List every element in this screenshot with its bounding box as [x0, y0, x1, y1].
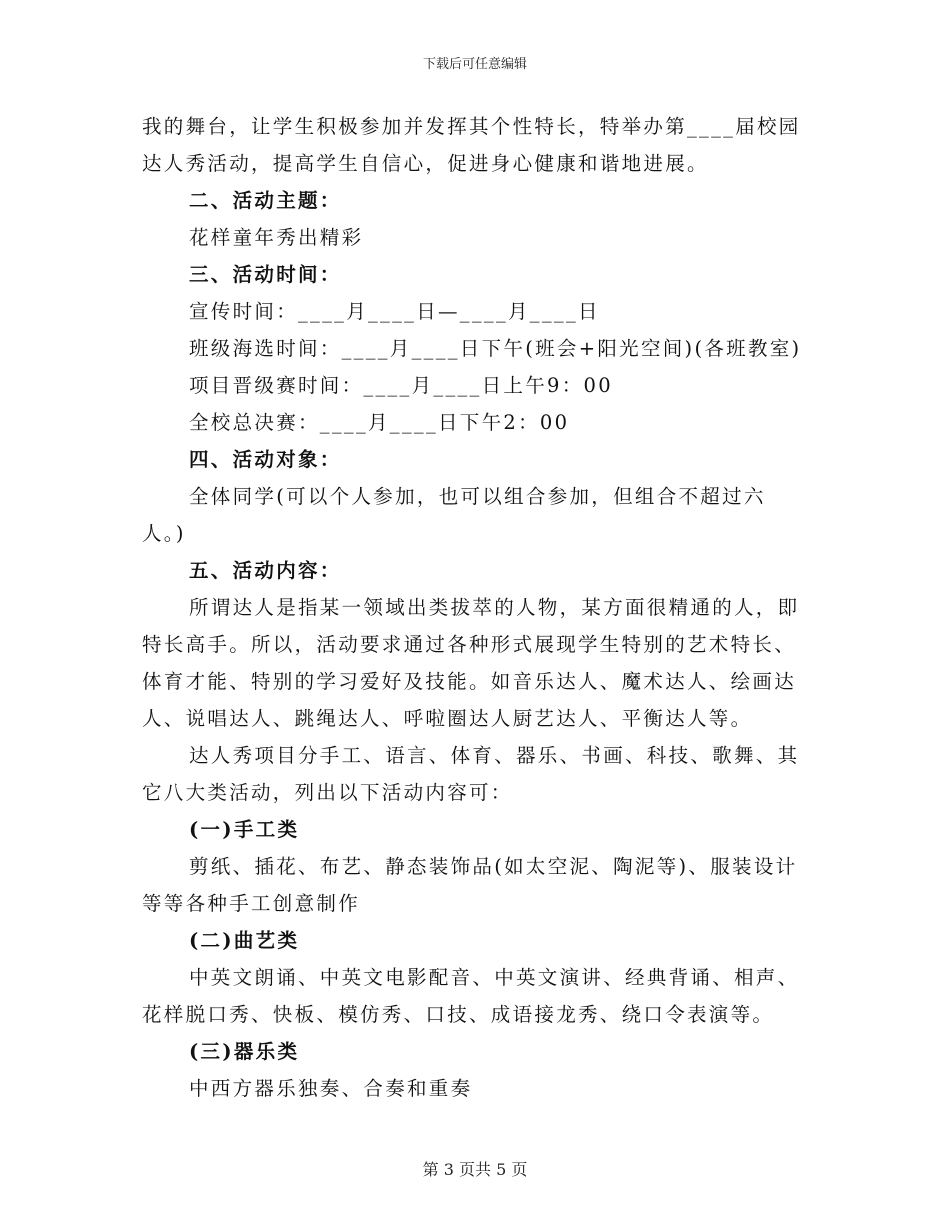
section-heading-content: 五、活动内容： — [189, 559, 342, 582]
subheading-quyi: (二)曲艺类 — [189, 929, 300, 952]
page-number: 第 3 页共 5 页 — [422, 1160, 528, 1179]
section-heading-time: 三、活动时间： — [189, 263, 342, 286]
paragraph-line: 全校总决赛：____月____日下午2：00 — [189, 411, 570, 434]
paragraph-line: 花样脱口秀、快板、模仿秀、口技、成语接龙秀、绕口令表演等。 — [142, 1003, 775, 1026]
paragraph-line: 项目晋级赛时间：____月____日上午9：00 — [189, 374, 613, 397]
paragraph-line: 中西方器乐独奏、合奏和重奏 — [189, 1077, 473, 1100]
paragraph-line: 体育才能、特别的学习爱好及技能。如音乐达人、魔术达人、绘画达 — [142, 670, 797, 693]
paragraph-line: 所谓达人是指某一领域出类拔萃的人物，某方面很精通的人，即 — [189, 596, 800, 619]
section-heading-audience: 四、活动对象： — [189, 448, 342, 471]
paragraph-line: 我的舞台，让学生积极参加并发挥其个性特长，特举办第____届校园 — [142, 115, 801, 138]
paragraph-line: 人、说唱达人、跳绳达人、呼啦圈达人厨艺达人、平衡达人等。 — [142, 707, 753, 730]
paragraph-line: 花样童年秀出精彩 — [189, 226, 364, 249]
subheading-instrumental: (三)器乐类 — [189, 1040, 300, 1063]
paragraph-line: 它八大类活动，列出以下活动内容可： — [142, 781, 513, 804]
paragraph-line: 宣传时间：____月____日—____月____日 — [189, 300, 600, 323]
paragraph-line: 等等各种手工创意制作 — [142, 892, 361, 915]
paragraph-line: 中英文朗诵、中英文电影配音、中英文演讲、经典背诵、相声、 — [189, 966, 800, 989]
page-header: 下载后可任意编辑 — [422, 57, 527, 72]
paragraph-line: 人。) — [142, 522, 186, 545]
paragraph-line: 全体同学(可以个人参加，也可以组合参加，但组合不超过六 — [189, 485, 766, 508]
paragraph-line: 达人秀项目分手工、语言、体育、器乐、书画、科技、歌舞、其 — [189, 744, 800, 767]
subheading-handcraft: (一)手工类 — [189, 818, 300, 841]
paragraph-line: 剪纸、插花、布艺、静态装饰品(如太空泥、陶泥等)、服装设计 — [189, 855, 798, 878]
paragraph-line: 特长高手。所以，活动要求通过各种形式展现学生特别的艺术特长、 — [142, 633, 797, 656]
paragraph-line: 达人秀活动，提高学生自信心，促进身心健康和谐地进展。 — [142, 152, 709, 175]
section-heading-theme: 二、活动主题： — [189, 189, 342, 212]
paragraph-line: 班级海选时间：____月____日下午(班会+阳光空间)(各班教室) — [189, 337, 802, 360]
